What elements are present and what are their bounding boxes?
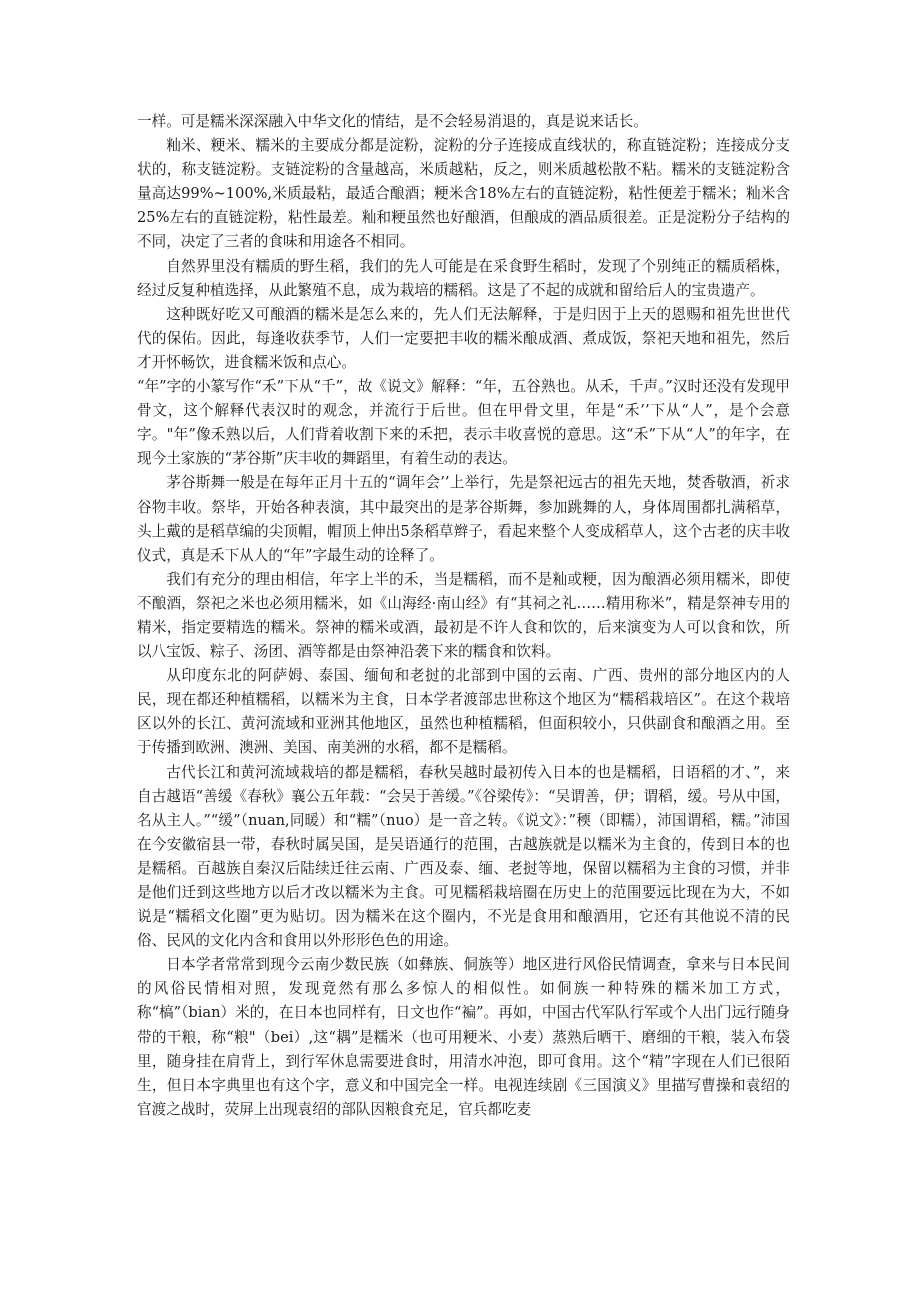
paragraph: 从印度东北的阿萨姆、泰国、缅甸和老挝的北部到中国的云南、广西、贵州的部分地区内的人民，现在都还种植糯稻，以糯米为主食，日本学者渡部忠世称这个地区为“糯稻栽培区”。在这个栽培区以外的长江、黄河流域和亚洲其他地区，虽然也种植糯稻，但面积较小，只供副食和酿酒之用。至于传播到欧洲、澳洲、美国、南美洲的水稻，都不是糯稻。 (137, 667, 790, 757)
paragraph: 一样。可是糯米深深融入中华文化的情结，是不会轻易消退的，真是说来话长。 (137, 113, 648, 130)
paragraph: 籼米、粳米、糯米的主要成分都是淀粉，淀粉的分子连接成直线状的，称直链淀粉；连接成分支状的，称支链淀粉。支链淀粉的含量越高，米质越粘，反之，则米质越松散不粘。糯米的支链淀粉含量高达99%~100%,米质最粘，最适合酿酒；粳米含18%左右的直链淀粉，粘性便差于糯米；籼米含25%左右的直链淀粉，粘性最差。籼和粳虽然也好酿酒，但酿成的酒品质很差。正是淀粉分子结构的不同，决定了三者的食味和用途各不相同。 (137, 137, 790, 251)
paragraph: “年”字的小篆写作“禾”下从“千”，故《说文》解释：“年，五谷熟也。从禾，千声。”汉时还没有发现甲骨文，这个解释代表汉时的观念，并流行于后世。但在甲骨文里，年是“禾’’下从“人”，是个会意字。"年”像禾熟以后，人们背着收割下来的禾把，表示丰收喜悦的意思。这“禾”下从“人”的年字，在现今土家族的“茅谷斯”庆丰收的舞蹈里，有着生动的表达。 (137, 378, 790, 468)
paragraph: 日本学者常常到现今云南少数民族（如彝族、侗族等）地区进行风俗民情调查，拿来与日本民间的风俗民情相对照，发现竟然有那么多惊人的相似性。如侗族一种特殊的糯米加工方式，称“槁”（bian）米的，在日本也同样有，日文也作“褊”。再如，中国古代军队行军或个人出门远行随身带的干粮，称“粮"（bei）,这“耦”是糯米（也可用粳米、小麦）蒸熟后晒干、磨细的干粮，装入布袋里，随身挂在肩背上，到行军休息需要进食时，用清水冲泡，即可食用。这个“精”字现在人们已很陌生，但日本字典里也有这个字，意义和中国完全一样。电视连续剧《三国演义》里描写曹操和袁绍的官渡之战时，荧屏上出现袁绍的部队因粮食充足，官兵都吃麦 (137, 956, 790, 1118)
paragraph: 这种既好吃又可酿酒的糯米是怎么来的，先人们无法解释，于是归因于上天的恩赐和祖先世世代代的保佑。因此，每逢收获季节，人们一定要把丰收的糯米酿成酒、煮成饭，祭祀天地和祖先，然后才开怀畅饮，进食糯米饭和点心。 (137, 305, 790, 371)
paragraph: 古代长江和黄河流域栽培的都是糯稻，春秋吴越时最初传入日本的也是糯稻，日语稻的才、”，来自古越语“善缓《春秋》襄公五年载：“会吴于善缓。”《谷梁传》：“吴谓善，伊；谓稻，缓。号从中国，名从主人。”“缓”（nuan,同暖）和“糯”（nuo）是一音之转。《说文》：”稬（即糯），沛国谓稻，糯。”沛国在今安徽宿县一带，春秋时属吴国，是吴语通行的范围，古越族就是以糯米为主食的，传到日本的也是糯稻。百越族自秦汉后陆续迁往云南、广西及泰、缅、老挝等地，保留以糯稻为主食的习惯，并非是他们迁到这些地方以后才改以糯米为主食。可见糯稻栽培圈在历史上的范围要远比现在为大，不如说是“糯稻文化圈”更为贴切。因为糯米在这个圈内，不光是食用和酿酒用，它还有其他说不清的民俗、民风的文化内含和食用以外形形色色的用途。 (137, 763, 790, 950)
paragraph: 我们有充分的理由相信，年字上半的禾，当是糯稻，而不是籼或粳，因为酿酒必须用糯米，即使不酿酒，祭祀之米也必须用糯米，如《山海经·南山经》有“其祠之礼……精用称米”，精是祭神专用的精米，指定要精选的糯米。祭神的糯米或酒，最初是不许人食和饮的，后来演变为人可以食和饮，所以八宝饭、粽子、汤团、酒等都是由祭神沿袭下来的糯食和饮料。 (137, 570, 790, 661)
paragraph: 自然界里没有糯质的野生稻，我们的先人可能是在采食野生稻时，发现了个别纯正的糯质稻株，经过反复种植选择，从此繁殖不息，成为栽培的糯稻。这是了不起的成就和留给后人的宝贵遗产。 (137, 257, 790, 299)
paragraph: 茅谷斯舞一般是在每年正月十五的“调年会’’上举行，先是祭祀远古的祖先天地，焚香敬酒，祈求谷物丰收。祭毕，开始各种表演，其中最突出的是茅谷斯舞，参加跳舞的人，身体周围都扎满稻草，头上戴的是稻草编的尖顶帽，帽顶上伸出5条稻草辫子，看起来整个人变成稻草人，这个古老的庆丰收仪式，真是禾下从人的“年”字最生动的诠释了。 (137, 474, 790, 564)
